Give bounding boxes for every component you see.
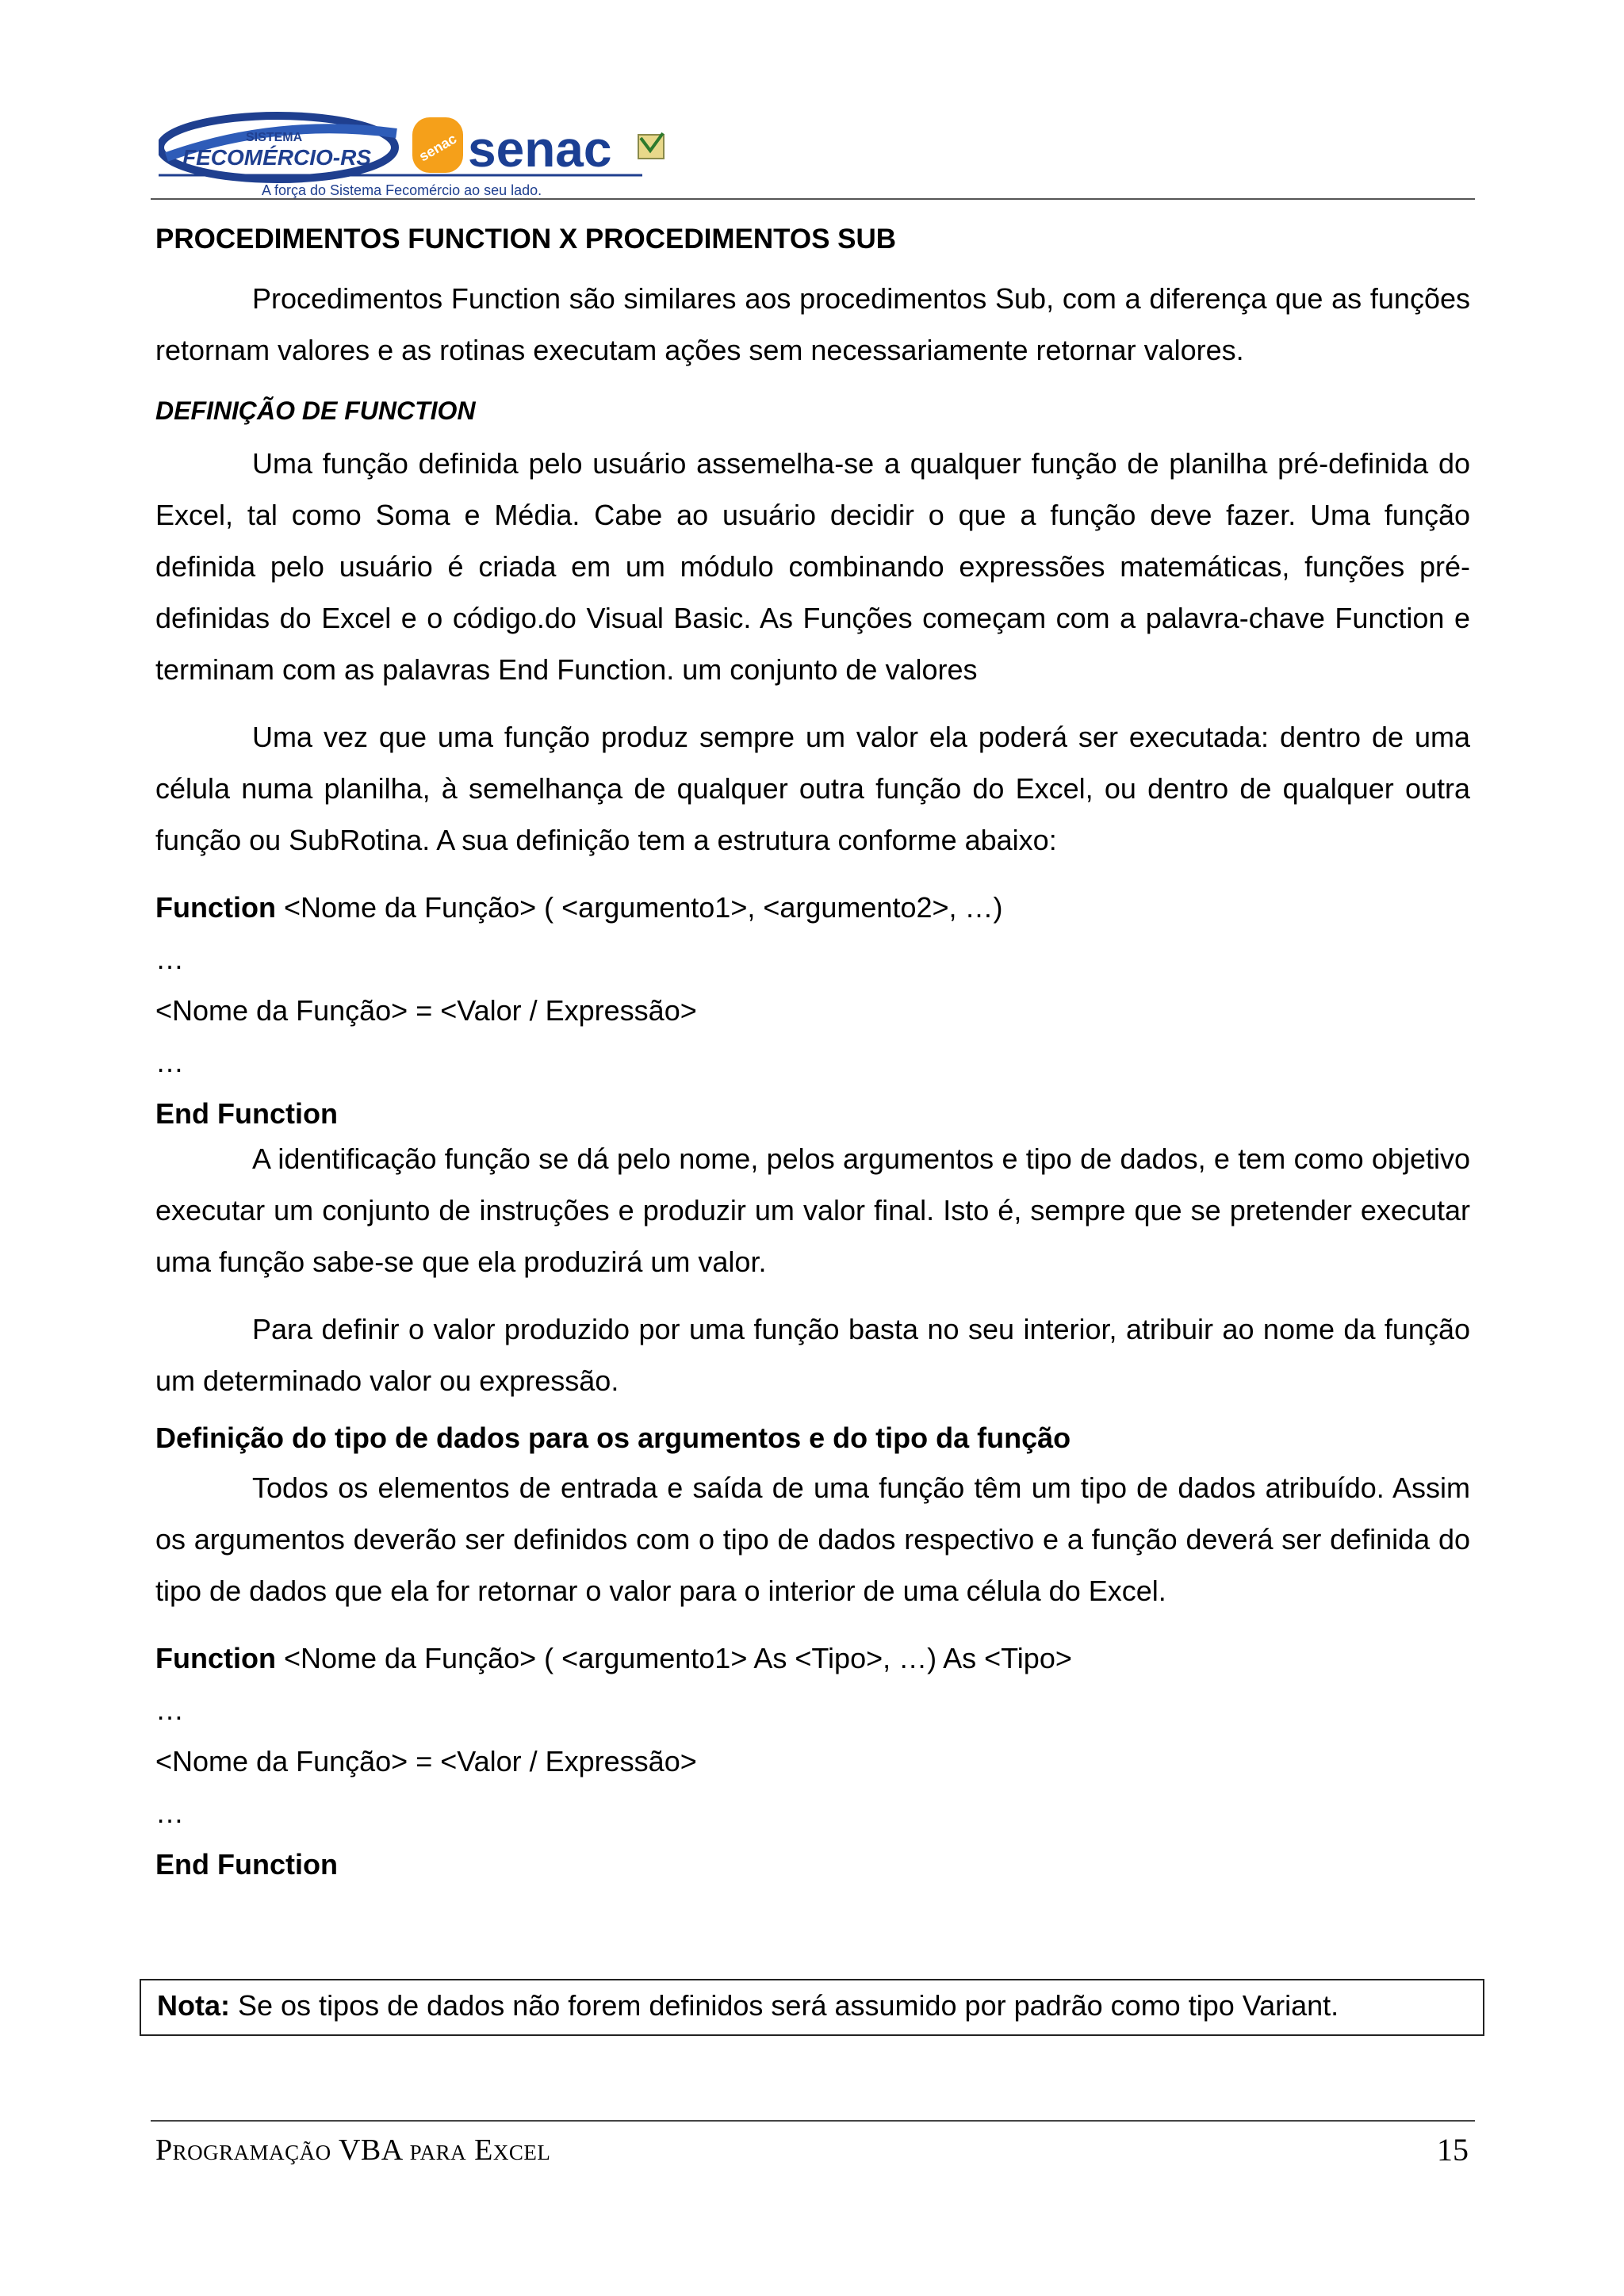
code-ellipsis: … bbox=[155, 1046, 184, 1078]
note-body: Se os tipos de dados não forem definidos será assumido por padrão como tipo Variant. bbox=[230, 1989, 1339, 2022]
senac-logo bbox=[412, 111, 793, 182]
identification-paragraph: A identificação função se dá pelo nome, pelos argumentos e tipo de dados, e tem como objetivo executar um conjunto de instruções e produzir um valor final. Isto é, sempre que se pretender executar uma função sabe-se que ela produzirá um valor. bbox=[155, 1142, 1470, 1278]
code-assignment: <Nome da Função> = <Valor / Expressão> bbox=[155, 994, 697, 1027]
senac-badge-text: senac bbox=[416, 130, 460, 165]
footer-title: Programação VBA para Excel bbox=[155, 2133, 551, 2167]
function-keyword: Function bbox=[155, 1642, 276, 1674]
code-ellipsis: … bbox=[155, 943, 184, 975]
header-divider bbox=[151, 198, 1475, 200]
code-signature-line bbox=[155, 882, 1470, 933]
code-ellipsis: … bbox=[155, 1693, 184, 1726]
definition-paragraph-1: Uma função definida pelo usuário assemelha-se a qualquer função de planilha pré-definida do Excel, tal como Soma e Média. Cabe ao usuário decidir o que a função deve fazer. Uma função definida pelo usuário é criada em um módulo combinando expressões matemáticas, funções pré-definidas do Excel e o código.do Visual Basic. As Funções começam com a palavra-chave Function e terminam com as palavras End Function. um conjunto de valores bbox=[155, 447, 1470, 686]
fecomercio-tagline: A força do Sistema Fecomércio ao seu lado. bbox=[262, 182, 542, 198]
note-label: Nota: bbox=[157, 1989, 230, 2022]
types-heading: Definição do tipo de dados para os argumentos e do tipo da função bbox=[155, 1422, 1071, 1454]
function-keyword: Function bbox=[155, 891, 276, 924]
note-text bbox=[157, 1988, 1339, 2023]
function-signature: <Nome da Função> ( <argumento1> As <Tipo>, …) As <Tipo> bbox=[275, 1642, 1072, 1674]
page-header bbox=[151, 94, 1475, 201]
end-function-keyword: End Function bbox=[155, 1097, 338, 1130]
end-function-keyword: End Function bbox=[155, 1848, 338, 1881]
intro-paragraph: Procedimentos Function são similares aos procedimentos Sub, com a diferença que as funções retornam valores e as rotinas executam ações sem necessariamente retornar valores. bbox=[155, 282, 1470, 366]
function-signature: <Nome da Função> ( <argumento1>, <argumento2>, …) bbox=[275, 891, 1003, 924]
types-paragraph: Todos os elementos de entrada e saída de uma função têm um tipo de dados atribuído. Assim os argumentos deverão ser definidos com o tipo de dados respectivo e a função deverá ser definida do tipo de dados que ela for retornar o valor para o interior de uma célula do Excel. bbox=[155, 1471, 1470, 1607]
page-number: 15 bbox=[1437, 2132, 1469, 2168]
code-end-function bbox=[155, 1839, 1470, 1890]
document-body bbox=[155, 224, 1470, 1890]
note-box bbox=[140, 1979, 1484, 2036]
fecomercio-line1: SISTEMA bbox=[246, 131, 303, 144]
code-end-function bbox=[155, 1088, 1470, 1139]
code-signature-line bbox=[155, 1632, 1470, 1684]
footer-divider bbox=[151, 2120, 1475, 2122]
definition-heading: DEFINIÇÃO DE FUNCTION bbox=[155, 396, 476, 425]
code-block-typed bbox=[155, 1632, 1470, 1890]
fecomercio-line2: FECOMÉRCIO-RS bbox=[182, 145, 371, 170]
code-ellipsis: … bbox=[155, 1797, 184, 1829]
code-assignment: <Nome da Função> = <Valor / Expressão> bbox=[155, 1745, 697, 1777]
senac-wordmark: senac bbox=[468, 121, 612, 178]
code-block-basic bbox=[155, 882, 1470, 1139]
value-paragraph: Para definir o valor produzido por uma função basta no seu interior, atribuir ao nome da função um determinado valor ou expressão. bbox=[155, 1313, 1470, 1397]
definition-paragraph-2: Uma vez que uma função produz sempre um valor ela poderá ser executada: dentro de uma célula numa planilha, à semelhança de qualquer outra função do Excel, ou dentro de qualquer outra função ou SubRotina. A sua definição tem a estrutura conforme abaixo: bbox=[155, 721, 1470, 856]
section-title: PROCEDIMENTOS FUNCTION X PROCEDIMENTOS SUB bbox=[155, 224, 897, 254]
